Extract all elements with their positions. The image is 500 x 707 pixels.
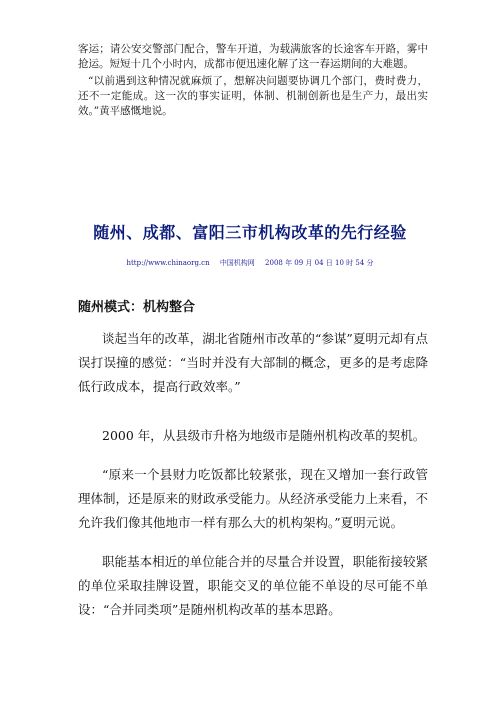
body-paragraph: 2000 年，从县级市升格为地级市是随州机构改革的契机。	[102, 428, 426, 443]
quote-paragraph: “以前遇到这种情况就麻烦了，想解决问题要协调几个部门，费时费力，还不一定能成。这一次的事实证明，体制、机制创新也是生产力，最出实效。”黄平感慨地说。	[78, 75, 428, 117]
section-heading: 随州模式：机构整合	[78, 300, 196, 315]
body-paragraph: “原来一个县财力吃饭都比较紧张，现在又增加一套行政管理体制，还是原来的财政承受能力。从经济承受能力上来看，不允许我们像其他地市一样有那么大的机构架构。”夏明元说。	[78, 467, 429, 530]
continued-paragraph: 客运；请公安交警部门配合，警车开道，为载满旅客的长途客车开路，雾中抢运。短短十几个小时内，成都市便迅速化解了这一春运期间的大难题。	[78, 43, 428, 70]
article-title: 随州、成都、富阳三市机构改革的先行经验	[93, 223, 407, 242]
body-paragraph: 职能基本相近的单位能合并的尽量合并设置，职能衔接较紧的单位采取挂牌设置，职能交叉的单位能不单设的尽可能不单设：“合并同类项”是随州机构改革的基本思路。	[78, 554, 428, 617]
body-paragraph: 谈起当年的改革，湖北省随州市改革的“参谋”夏明元却有点误打误撞的感觉：“当时并没有大部制的概念，更多的是考虑降低行政成本，提高行政效率。”	[78, 331, 428, 394]
publish-date: 2008 年 09 月 04 日 10 时 54 分	[265, 259, 374, 267]
source-url: http://www.chinaorg.cn	[126, 259, 210, 267]
source-name: 中国机构网	[219, 259, 255, 267]
article-source-line	[0, 258, 500, 268]
